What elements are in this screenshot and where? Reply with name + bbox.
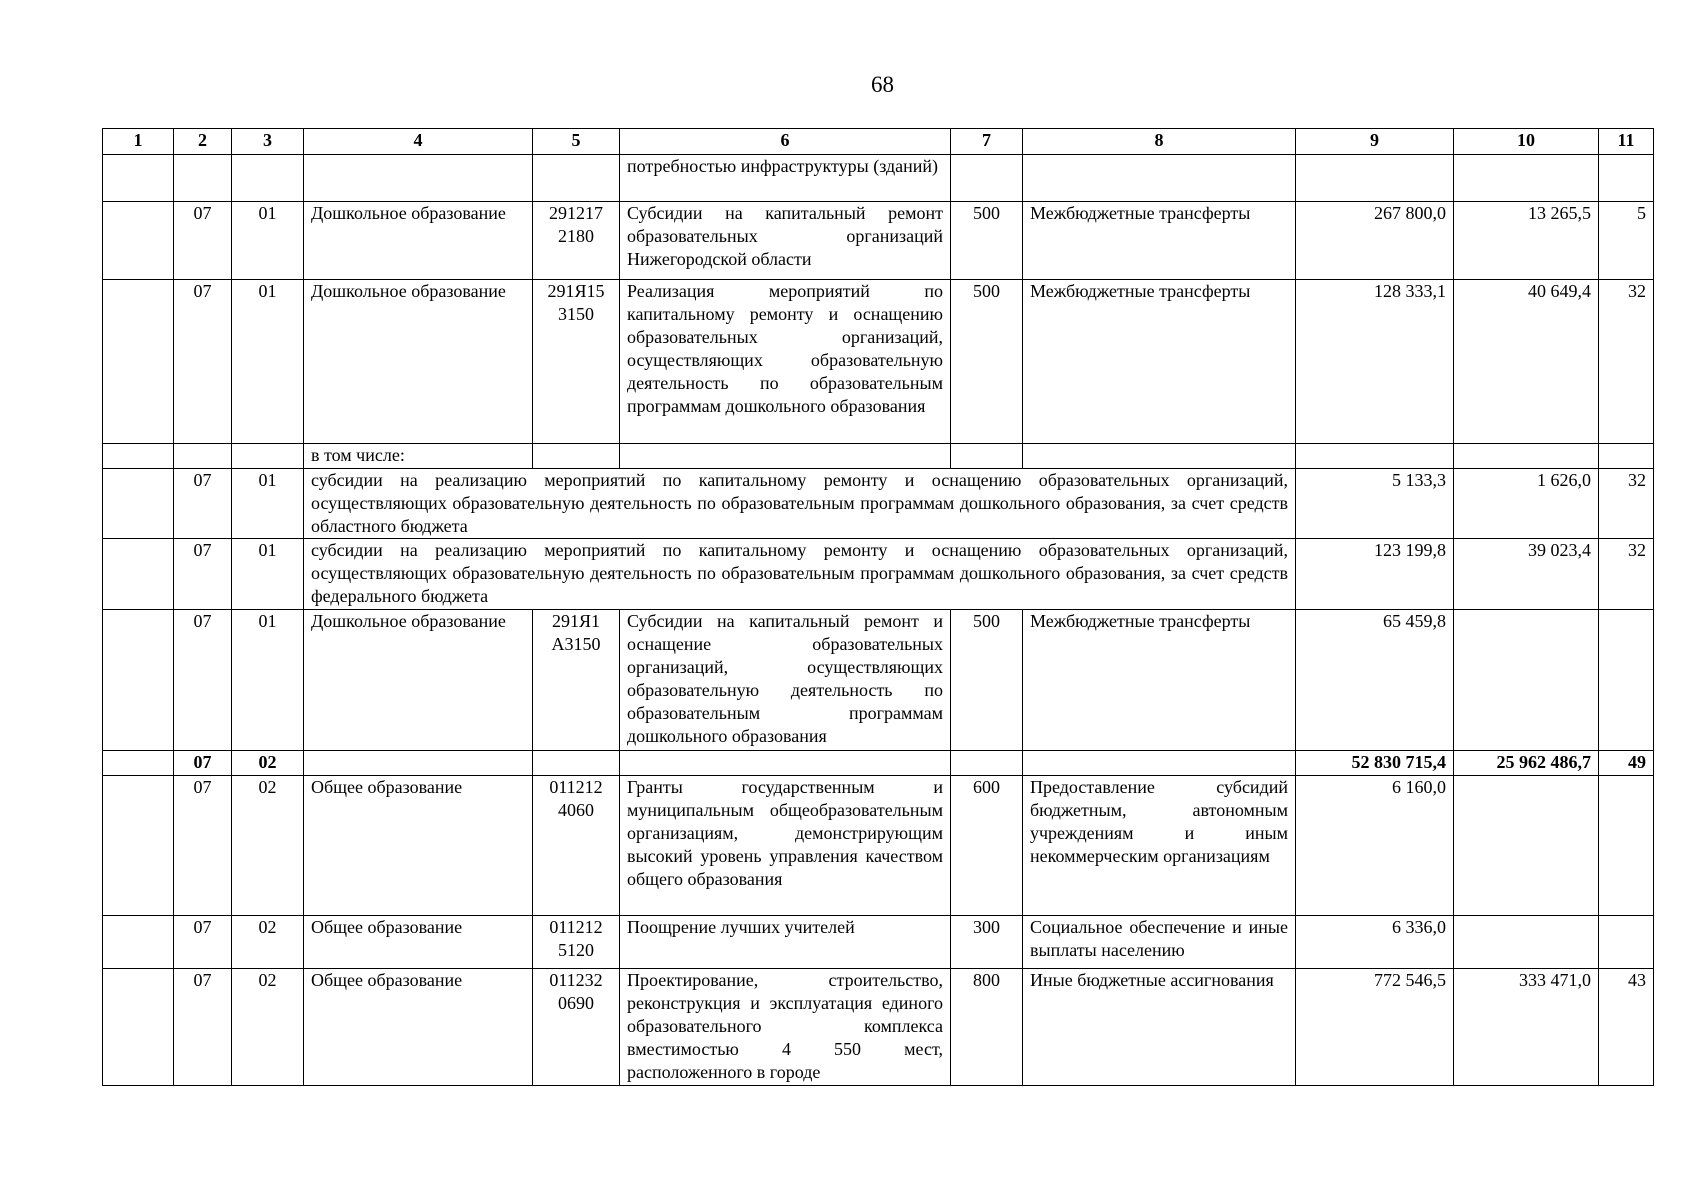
subsection-cell: 01 [232, 280, 304, 444]
amount-cell: 39 023,4 [1454, 539, 1599, 610]
section-cell: 07 [174, 469, 232, 539]
name-cell: Общее образование [304, 776, 533, 916]
percent-cell: 5 [1599, 202, 1654, 280]
name-cell: Дошкольное образование [304, 610, 533, 751]
table-row [103, 469, 1654, 539]
table-row [103, 444, 1654, 469]
subtotal-row [103, 751, 1654, 776]
name-cell: Общее образование [304, 916, 533, 969]
subsection-cell: 02 [232, 916, 304, 969]
expense-name-cell: Межбюджетные трансферты [1023, 202, 1296, 280]
amount-cell: 772 546,5 [1296, 969, 1454, 1086]
subsection-cell: 01 [232, 539, 304, 610]
percent-cell: 32 [1599, 280, 1654, 444]
purpose-cell: Поощрение лучших учителей [620, 916, 951, 969]
header-cell: 3 [232, 129, 304, 155]
amount-cell [1454, 610, 1599, 751]
subsection-cell: 02 [232, 776, 304, 916]
breakdown-cell: субсидии на реализацию мероприятий по капитальному ремонту и оснащению образовательных организаций, осуществляющих образовательную деятельность по образовательным программам дошкольного образования, за счет средств федерального бюджета [304, 539, 1296, 610]
target-code-cell: 011212 5120 [533, 916, 620, 969]
percent-cell [1599, 610, 1654, 751]
header-cell: 10 [1454, 129, 1599, 155]
header-cell: 9 [1296, 129, 1454, 155]
amount-cell: 6 336,0 [1296, 916, 1454, 969]
table-row [103, 280, 1654, 444]
section-cell: 07 [174, 916, 232, 969]
percent-cell [1599, 916, 1654, 969]
table-row [103, 202, 1654, 280]
section-cell: 07 [174, 751, 232, 776]
amount-cell: 52 830 715,4 [1296, 751, 1454, 776]
subsection-cell: 02 [232, 751, 304, 776]
subsection-cell: 01 [232, 610, 304, 751]
header-cell: 8 [1023, 129, 1296, 155]
target-code-cell: 011212 4060 [533, 776, 620, 916]
header-row [103, 129, 1654, 155]
table-row [103, 776, 1654, 916]
header-cell: 5 [533, 129, 620, 155]
expense-type-cell: 500 [951, 610, 1023, 751]
subsection-cell: 01 [232, 469, 304, 539]
table-row [103, 969, 1654, 1086]
percent-cell: 49 [1599, 751, 1654, 776]
amount-cell: 13 265,5 [1454, 202, 1599, 280]
table-row [103, 155, 1654, 202]
amount-cell: 40 649,4 [1454, 280, 1599, 444]
percent-cell: 32 [1599, 469, 1654, 539]
percent-cell [1599, 776, 1654, 916]
table-row [103, 916, 1654, 969]
subsection-cell: 02 [232, 969, 304, 1086]
table-row [103, 539, 1654, 610]
expense-name-cell: Межбюджетные трансферты [1023, 610, 1296, 751]
amount-cell: 6 160,0 [1296, 776, 1454, 916]
subsection-cell: 01 [232, 202, 304, 280]
header-cell: 7 [951, 129, 1023, 155]
expense-name-cell: Межбюджетные трансферты [1023, 280, 1296, 444]
name-cell: Общее образование [304, 969, 533, 1086]
amount-cell: 1 626,0 [1454, 469, 1599, 539]
header-cell: 2 [174, 129, 232, 155]
purpose-cell: Реализация мероприятий по капитальному ремонту и оснащению образовательных организаций, осуществляющих образовательную деятельность по образовательным программам дошкольного образования [620, 280, 951, 444]
header-cell: 6 [620, 129, 951, 155]
table-row [103, 610, 1654, 751]
percent-cell: 32 [1599, 539, 1654, 610]
expense-type-cell: 500 [951, 280, 1023, 444]
amount-cell: 5 133,3 [1296, 469, 1454, 539]
expense-type-cell: 500 [951, 202, 1023, 280]
purpose-cell: потребностью инфраструктуры (зданий) [620, 155, 951, 202]
target-code-cell: 291Я1 А3150 [533, 610, 620, 751]
purpose-cell: Субсидии на капитальный ремонт образовательных организаций Нижегородской области [620, 202, 951, 280]
name-cell: Дошкольное образование [304, 202, 533, 280]
expense-name-cell: Предоставление субсидий бюджетным, автономным учреждениям и иным некоммерческим организациям [1023, 776, 1296, 916]
page-number: 68 [871, 72, 894, 97]
purpose-cell: Проектирование, строительство, реконструкция и эксплуатация единого образовательного комплекса вместимостью 4 550 мест, расположенного в городе [620, 969, 951, 1086]
header-cell: 1 [103, 129, 174, 155]
header-cell: 4 [304, 129, 533, 155]
expense-name-cell: Иные бюджетные ассигнования [1023, 969, 1296, 1086]
purpose-cell: Гранты государственным и муниципальным общеобразовательным организациям, демонстрирующим высокий уровень управления качеством общего образования [620, 776, 951, 916]
amount-cell: 25 962 486,7 [1454, 751, 1599, 776]
target-code-cell: 291217 2180 [533, 202, 620, 280]
expense-type-cell: 300 [951, 916, 1023, 969]
name-cell: Дошкольное образование [304, 280, 533, 444]
section-cell: 07 [174, 202, 232, 280]
target-code-cell: 291Я15 3150 [533, 280, 620, 444]
expense-name-cell: Социальное обеспечение и иные выплаты населению [1023, 916, 1296, 969]
section-cell: 07 [174, 969, 232, 1086]
amount-cell [1454, 916, 1599, 969]
amount-cell: 267 800,0 [1296, 202, 1454, 280]
budget-table [102, 128, 1654, 1086]
header-cell: 11 [1599, 129, 1654, 155]
breakdown-cell: субсидии на реализацию мероприятий по капитальному ремонту и оснащению образовательных организаций, осуществляющих образовательную деятельность по образовательным программам дошкольного образования, за счет средств областного бюджета [304, 469, 1296, 539]
target-code-cell: 011232 0690 [533, 969, 620, 1086]
purpose-cell: Субсидии на капитальный ремонт и оснащение образовательных организаций, осуществляющих образовательную деятельность по образовательным программам дошкольного образования [620, 610, 951, 751]
expense-type-cell: 800 [951, 969, 1023, 1086]
section-cell: 07 [174, 539, 232, 610]
expense-type-cell: 600 [951, 776, 1023, 916]
amount-cell: 65 459,8 [1296, 610, 1454, 751]
name-cell: в том числе: [304, 444, 533, 469]
percent-cell: 43 [1599, 969, 1654, 1086]
section-cell: 07 [174, 610, 232, 751]
amount-cell: 123 199,8 [1296, 539, 1454, 610]
amount-cell [1454, 776, 1599, 916]
amount-cell: 128 333,1 [1296, 280, 1454, 444]
amount-cell: 333 471,0 [1454, 969, 1599, 1086]
section-cell: 07 [174, 280, 232, 444]
section-cell: 07 [174, 776, 232, 916]
